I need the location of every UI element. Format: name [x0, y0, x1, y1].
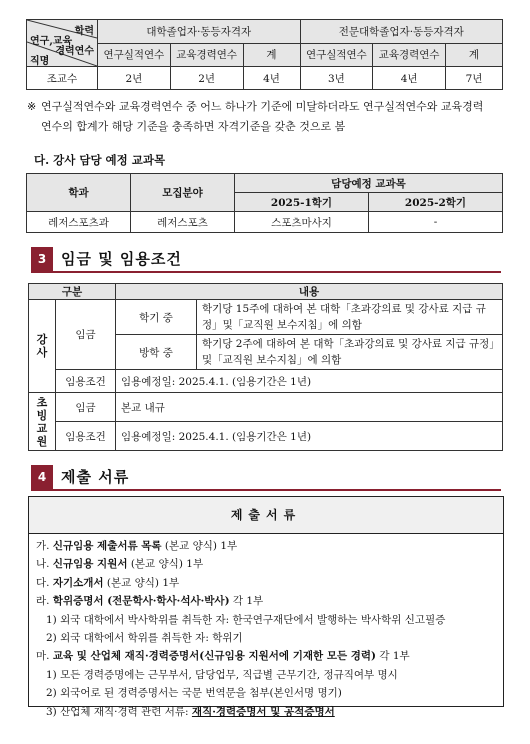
table-cell: 레저스포츠: [131, 212, 235, 233]
sub-header: 교육경력연수: [373, 43, 446, 67]
doc-item-ma: 마. 교육 및 산업체 재직·경력증명서(신규임용 지원서에 기재한 모든 경력) 각 1부: [36, 650, 410, 663]
doc-item-ga: 가. 신규임용 제출서류 목록 (본교 양식) 1부: [36, 540, 238, 552]
col-header-category: 구분: [29, 284, 116, 300]
sub-header: 연구실적연수: [98, 43, 171, 67]
qualification-table: [26, 19, 503, 90]
doc-item-ra: 라. 학위증명서 (전문학사·학사·석사·박사) 각 1부: [36, 595, 264, 608]
wage2-text: 본교 내규: [116, 393, 503, 422]
invited-label: 초빙교원: [36, 395, 48, 448]
sub-header: 연구실적연수: [300, 43, 373, 67]
corner-top-label: 학력: [74, 26, 94, 37]
table-cell: 4년: [373, 67, 446, 90]
appt-condition-label: 임용조건: [56, 370, 116, 393]
documents-header: 제출서류: [29, 497, 503, 534]
wage2-label: 임금: [56, 393, 116, 422]
during-semester-text: 학기당 15주에 대하여 본 대학「초과강의료 및 강사료 지급 규정」및「교직원 보수지침」에 의함: [197, 300, 503, 335]
table-cell: 4년: [243, 67, 300, 90]
section-number: 4: [31, 465, 53, 489]
sub-header: 교육경력연수: [170, 43, 243, 67]
group-header-college: 전문대학졸업자·동등자격자: [300, 20, 503, 44]
col-header-content: 내용: [116, 284, 503, 300]
section-title: 임금 및 임용조건: [61, 250, 182, 268]
table-cell: 2년: [98, 67, 171, 90]
subheading-courses: 다. 강사 담당 예정 교과목: [34, 153, 166, 167]
row-title: 조교수: [27, 67, 98, 90]
doc-subitem: 1) 모든 경력증명에는 근무부서, 담당업무, 직급별 근무기간, 정규직여부 명시: [46, 668, 398, 681]
section-heading-4: [31, 465, 501, 491]
group-header-university: 대학졸업자·동등자격자: [98, 20, 301, 44]
doc-subitem: 1) 외국 대학에서 박사학위를 취득한 자: 한국연구재단에서 발행하는 박사학위 신고필증: [46, 613, 446, 626]
sub-header: 계: [446, 43, 503, 67]
lecturer-label-cell: [29, 300, 56, 393]
table-cell: -: [369, 212, 503, 233]
table-cell: 3년: [300, 67, 373, 90]
doc-item-da: 다. 자기소개서 (본교 양식) 1부: [36, 576, 180, 589]
appt-condition2-label: 임용조건: [56, 422, 116, 451]
corner-mid-left-label: 연구,교육: [30, 36, 73, 47]
col-header-sem1: 2025-1학기: [235, 193, 369, 212]
appt-text2: 임용예정일: 2025.4.1. (임용기간은 1년): [116, 422, 503, 451]
table-cell: 2년: [170, 67, 243, 90]
table-cell: 7년: [446, 67, 503, 90]
col-header-field: 모집분야: [131, 174, 235, 212]
note: [27, 97, 507, 137]
courses-table: [26, 173, 503, 233]
vacation-text: 학기당 2주에 대하여 본 대학「초과강의료 및 강사료 지급 규정」및「교직원 보수지침」에 의함: [197, 335, 503, 370]
lecturer-label: 강 사: [36, 333, 48, 359]
underlined-doc: 재직·경력증명서 및 공적증명서: [191, 705, 335, 718]
corner-header: [27, 20, 98, 67]
wage-table: [28, 283, 503, 451]
invited-label-cell: [29, 393, 56, 451]
section-heading-3: [31, 247, 501, 273]
section-number: 3: [31, 247, 53, 271]
col-header-sem2: 2025-2학기: [369, 193, 503, 212]
documents-box: [28, 496, 504, 718]
during-semester-label: 학기 중: [116, 300, 197, 335]
appt-text: 임용예정일: 2025.4.1. (임용기간은 1년): [116, 370, 503, 393]
doc-subitem: 2) 외국 대학에서 학위를 취득한 자: 학위기: [46, 632, 243, 645]
doc-item-na: 나. 신규임용 지원서 (본교 양식) 1부: [36, 558, 204, 571]
doc-subitem: 2) 외국어로 된 경력증명서는 국문 번역문을 첨부(본인서명 명기): [46, 687, 342, 700]
sub-header: 계: [243, 43, 300, 67]
col-header-major: 학과: [27, 174, 131, 212]
note-line: 연구실적연수와 교육경력연수 중 어느 하나가 기준에 미달하더라도 연구실적연수와 교육경력: [41, 100, 484, 113]
vacation-label: 방학 중: [116, 335, 197, 370]
section-title: 제출 서류: [61, 468, 130, 486]
table-cell: 레저스포츠과: [27, 212, 131, 233]
wage-label: 임금: [56, 300, 116, 370]
table-cell: 스포츠마사지: [235, 212, 369, 233]
note-mark: ※: [27, 100, 37, 113]
doc-subitem: 3) 산업체 재직·경력 관련 서류: 재직·경력증명서 및 공적증명서: [46, 705, 335, 718]
corner-bottom-label: 직명: [30, 56, 50, 67]
corner-mid-right-label: 경력연수: [55, 46, 94, 57]
col-header-plan: 담당예정 교과목: [235, 174, 503, 193]
note-line: 연수의 합계가 해당 기준을 충족하면 자격기준을 갖춘 것으로 봄: [41, 120, 346, 133]
